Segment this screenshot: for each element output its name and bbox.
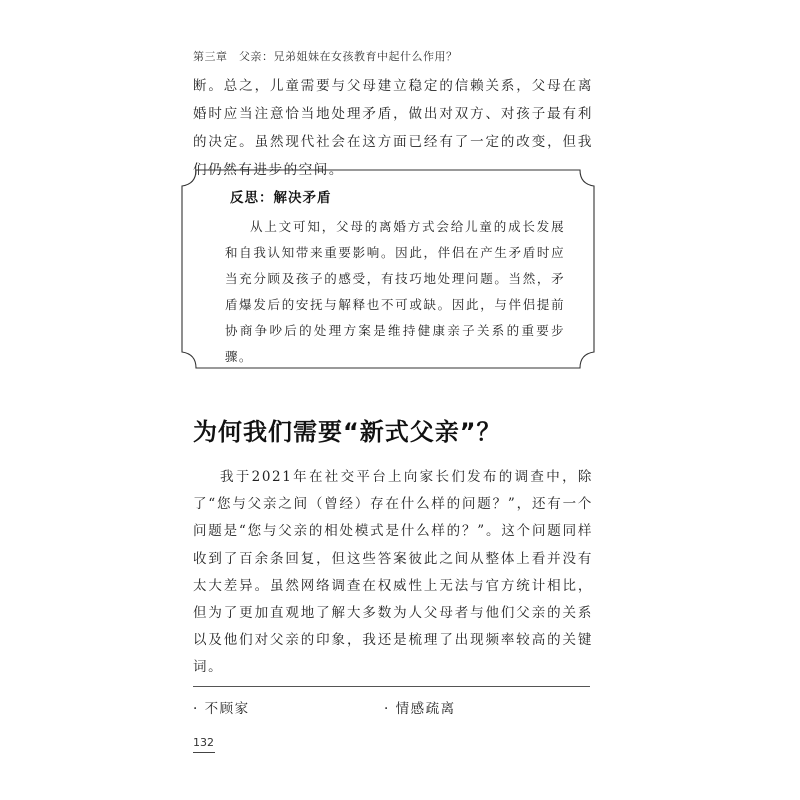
running-header: 第三章 父亲：兄弟姐妹在女孩教育中起什么作用？ [193, 50, 458, 63]
page-number-underline [193, 752, 215, 753]
keyword-divider [193, 686, 590, 687]
reflection-box-body: 从上文可知，父母的离婚方式会给儿童的成长发展和自我认知带来重要影响。因此，伴侣在产生矛盾时应当充分顾及孩子的感受，有技巧地处理问题。当然，矛盾爆发后的安抚与解释也不可或缺。因此，与伴侣提前协商争吵后的处理方案是维持健康亲子关系的重要步骤。 [225, 219, 565, 364]
keyword-item: · 不顾家 [193, 701, 250, 717]
reflection-box-title: 反思：解决矛盾 [230, 190, 332, 206]
keyword-item: · 情感疏离 [384, 701, 456, 717]
section-heading: 为何我们需要“新式父亲”？ [193, 418, 502, 446]
section-paragraph: 我于2021年在社交平台上向家长们发布的调查中，除了“您与父亲之间（曾经）存在什么样的问题？”，还有一个问题是“您与父亲的相处模式是什么样的？”。这个问题同样收到了百余条回复，但这些答案彼此之间从整体上看并没有太大差异。虽然网络调查在权威性上无法与官方统计相比，但为了更加直观地了解大多数为人父母者与他们父亲的关系以及他们对父亲的印象，我还是梳理了出现频率较高的关键词。 [193, 469, 593, 676]
intro-paragraph: 断。总之，儿童需要与父母建立稳定的信赖关系，父母在离婚时应当注意恰当地处理矛盾，做出对双方、对孩子最有利的决定。虽然现代社会在这方面已经有了一定的改变，但我们仍然有进步的空间。 [193, 78, 593, 178]
page-number: 132 [193, 736, 214, 749]
